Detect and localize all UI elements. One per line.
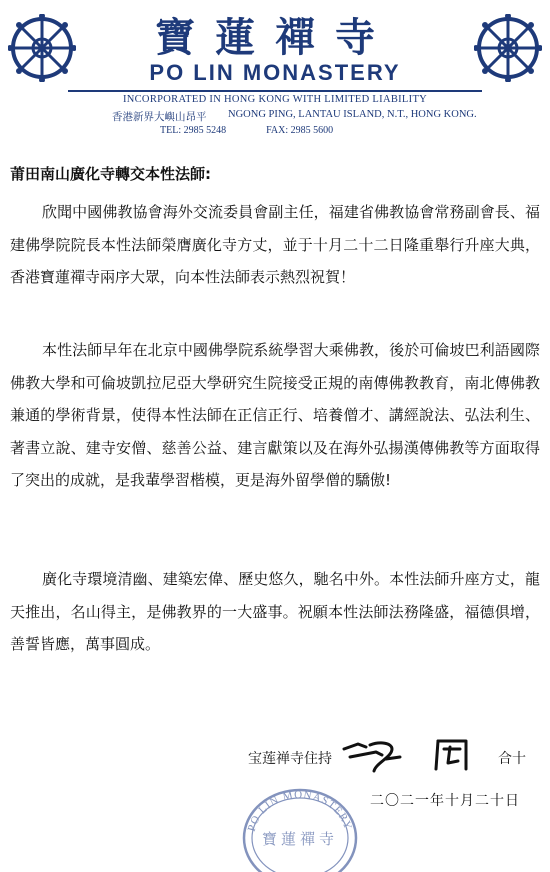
paragraph-background: 本性法師早年在北京中國佛學院系統學習大乘佛教，後於可倫坡巴利語國際佛教大學和可倫坡凱拉尼亞大學研究生院接受正規的南傳佛教教育，南北傳佛教兼通的學術背景，使得本性法師在正信正行、培養僧才、講經說法、弘法利生、著書立說、建寺安僧、慈善公益、建言獻策以及在海外弘揚漢傳佛教等方面取得了突出的成就，是我輩學習楷模，更是海外留學僧的驕傲! (10, 341, 540, 489)
seal-text: PO LIN MONASTERY (245, 788, 355, 833)
letter-date: 二〇二一年十月二十日 (370, 793, 520, 809)
paragraph-congratulation: 欣聞中國佛教協會海外交流委員會副主任，福建省佛教協會常務副會長、福建佛學院院長本性法師榮膺廣化寺方丈，並于十月二十二日隆重舉行升座大典，香港寶蓮禪寺兩序大眾，向本性法師表示熱烈祝賀！ (10, 203, 540, 286)
address-chinese: 香港新界大嶼山昂平 (112, 111, 207, 123)
contact-line (160, 125, 333, 136)
svg-text:PO LIN MONASTERY (246, 789, 354, 833)
seal-text-chinese: 寶蓮禪寺 (261, 830, 339, 848)
dharma-wheel-icon (8, 14, 76, 82)
fax-number: FAX: 2985 5600 (266, 125, 334, 136)
letterhead (0, 0, 550, 145)
signer-title: 宝莲禅寺住持 (248, 751, 332, 767)
telephone-number: TEL: 2985 5248 (160, 125, 227, 136)
monastery-seal-stamp (240, 778, 360, 872)
paragraph-blessing: 廣化寺環境清幽、建築宏偉、歷史悠久，馳名中外。本性法師升座方丈，龍天推出，名山得主，是佛教界的一大盛事。祝願本性法師法務隆盛，福德俱增，善誓皆應，萬事圓成。 (10, 570, 540, 653)
salutation: 莆田南山廣化寺轉交本性法師: (10, 165, 211, 183)
address-english: NGONG PING, LANTAU ISLAND, N.T., HONG KONG. (228, 109, 477, 120)
handwritten-signature (340, 735, 495, 775)
monastery-name-chinese: 寶蓮禪寺 (155, 14, 395, 61)
incorporation-line: INCORPORATED IN HONG KONG WITH LIMITED LIABILITY (122, 94, 428, 105)
closing-salute: 合十 (498, 751, 526, 767)
letterhead-divider (68, 90, 482, 92)
monastery-name-english: PO LIN MONASTERY (149, 60, 401, 85)
dharma-wheel-icon (474, 14, 542, 82)
